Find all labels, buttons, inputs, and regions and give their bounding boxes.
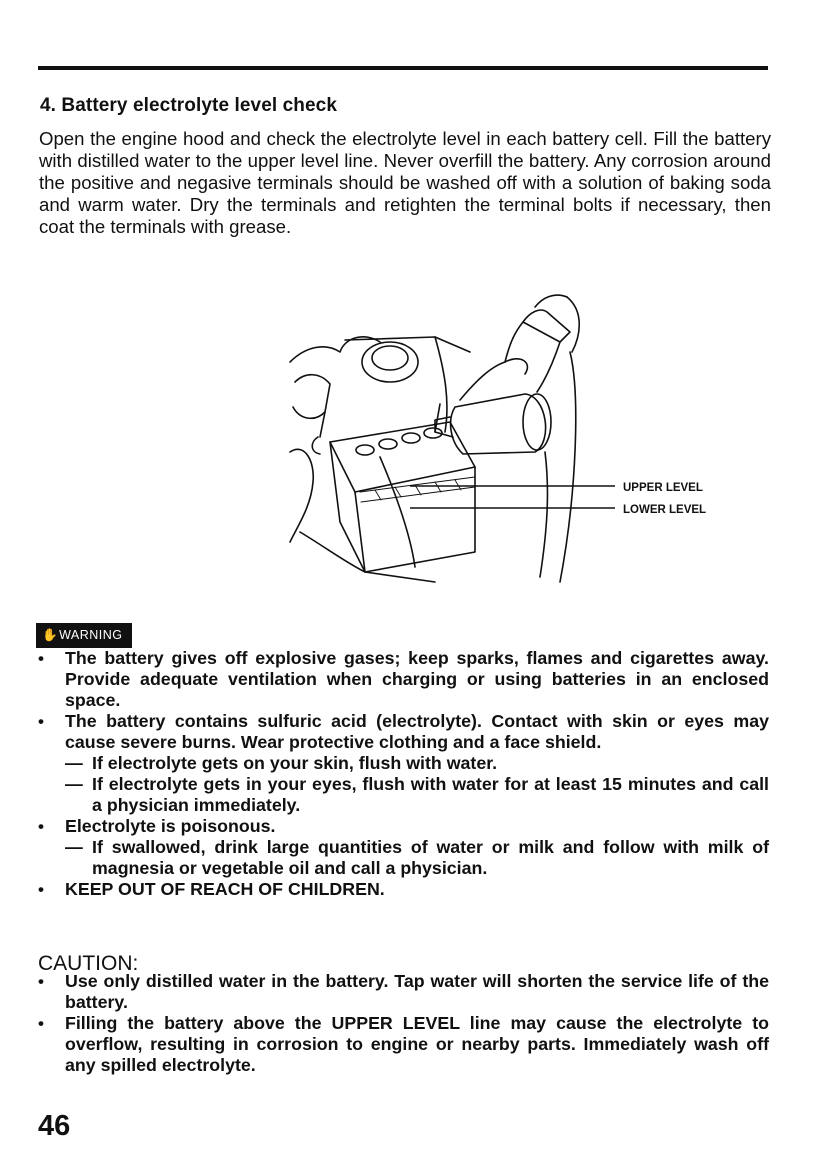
sub-list <box>65 837 769 879</box>
list-item: • Use only distilled water in the battery. Tap water will shorten the service life of the battery. <box>0 971 769 1013</box>
warning-list <box>0 648 822 900</box>
upper-level-label: UPPER LEVEL <box>623 482 703 494</box>
battery-illustration <box>285 292 745 592</box>
caution-list <box>0 971 822 1076</box>
list-item: • The battery contains sulfuric acid (electrolyte). Contact with skin or eyes may cause severe burns. Wear protective clothing and a face shield. — If electrolyte gets on your skin, flush with water. — If electrolyte gets in your eyes, flush with water for at least 15 minutes and call a physician immediately. <box>0 711 769 816</box>
warning-hand-icon: ✋ <box>42 628 59 642</box>
top-rule <box>38 66 768 70</box>
section-heading: 4. Battery electrolyte level check <box>40 95 338 116</box>
sub-list-item: — If electrolyte gets on your skin, flush with water. <box>92 753 769 774</box>
sub-list-item: — If swallowed, drink large quantities of water or milk and follow with milk of magnesia or vegetable oil and call a physician. <box>92 837 769 879</box>
caution-title: CAUTION: <box>38 952 139 975</box>
list-item: • The battery gives off explosive gases; keep sparks, flames and cigarettes away. Provide adequate ventilation when charging or using batteries in an enclosed space. <box>0 648 769 711</box>
page-number: 46 <box>38 1110 71 1142</box>
list-item: • Electrolyte is poisonous. — If swallowed, drink large quantities of water or milk and follow with milk of magnesia or vegetable oil and call a physician. <box>0 816 769 879</box>
list-item: • KEEP OUT OF REACH OF CHILDREN. <box>0 879 769 900</box>
warning-badge-label: WARNING <box>59 628 123 642</box>
intro-paragraph: Open the engine hood and check the electrolyte level in each battery cell. Fill the battery with distilled water to the upper level line. Never overfill the battery. Any corrosion around the positive and negasive terminals should be washed off with a solution of baking soda and warm water. Dry the terminals and retighten the terminal bolts if necessary, then coat the terminals with grease. <box>39 128 771 237</box>
sub-list-item: — If electrolyte gets in your eyes, flush with water for at least 15 minutes and call a physician immediately. <box>92 774 769 816</box>
lower-level-label: LOWER LEVEL <box>623 504 707 516</box>
warning-badge <box>36 623 132 648</box>
list-item: • Filling the battery above the UPPER LEVEL line may cause the electrolyte to overflow, resulting in corrosion to engine or nearby parts. Immediately wash off any spilled electrolyte. <box>0 1013 769 1076</box>
sub-list <box>65 753 769 816</box>
